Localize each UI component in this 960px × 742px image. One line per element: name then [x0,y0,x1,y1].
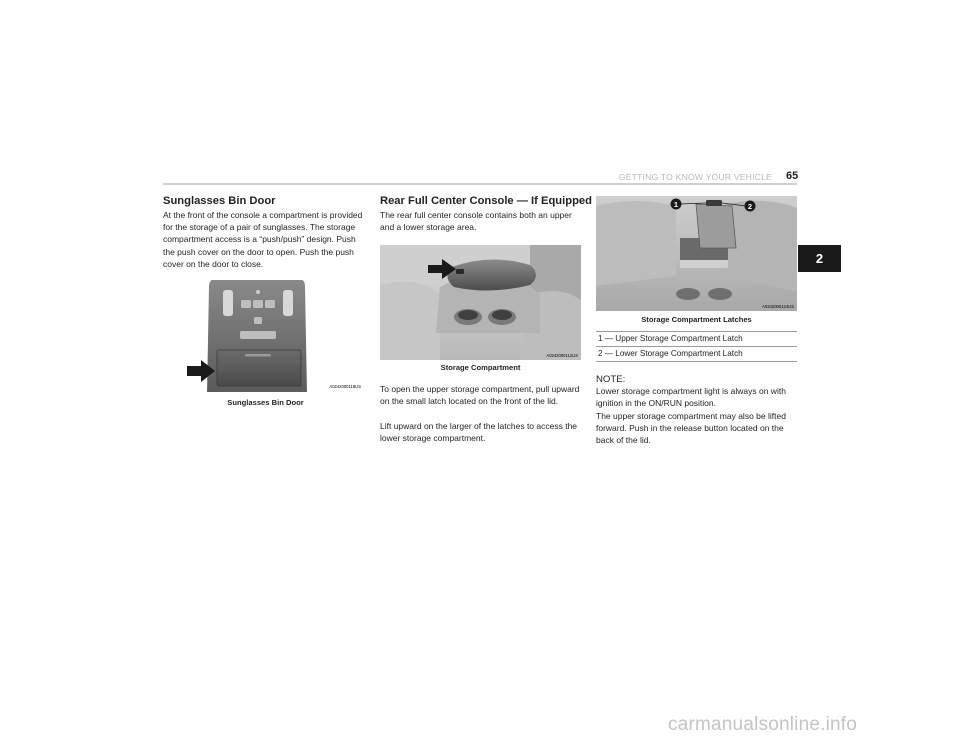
latches-legend-table [596,331,797,362]
running-header-title: GETTING TO KNOW YOUR VEHICLE [618,172,772,182]
note-paragraph-1: Lower storage compartment light is always on with ignition in the ON/RUN position. [596,386,786,409]
legend-row: 1 — Upper Storage Compartment Latch [596,331,797,346]
header-rule [163,183,797,185]
note-paragraph-2: The upper storage compartment may also be lifted forward. Push in the release button located on the back of the lid. [596,411,786,446]
upper-latch [706,200,722,206]
storage-compartment-caption: Storage Compartment [440,363,521,372]
storage-latches-figure [596,196,797,311]
rear-console-intro: The rear full center console contains both an upper and a lower storage area. [380,210,572,233]
callout-1-label: 1 [673,199,679,209]
callout-2-label: 2 [747,201,753,211]
figure-code: A0242000118US [329,384,361,389]
storage-compartment-figure [380,245,581,360]
chapter-tab: 2 [798,245,841,272]
figure-code: A0242000124US [762,304,794,309]
watermark: carmanualsonline.info [668,714,858,735]
page-number: 65 [786,170,799,182]
sunglasses-paragraph: At the front of the console a compartment is provided for the storage of a pair of sunglasses. The storage compartment access is a “push/push” design. Push the push cover on the door to open. Push the push cover on the door to close. [163,210,363,269]
note-label: NOTE: [596,374,626,385]
rear-console-illustration [380,245,581,360]
sunglasses-caption: Sunglasses Bin Door [227,398,304,407]
latches-caption: Storage Compartment Latches [641,315,752,324]
latches-illustration [596,196,797,311]
figure-code: A0242000112US [546,353,578,358]
sunglasses-bin-figure [185,280,363,392]
legend-row: 2 — Lower Storage Compartment Latch [596,346,797,362]
lower-compartment-paragraph: Lift upward on the larger of the latches to access the lower storage compartment. [380,421,578,444]
overhead-console-illustration [185,280,363,392]
sunglasses-heading: Sunglasses Bin Door [163,195,276,207]
open-upper-paragraph: To open the upper storage compartment, pull upward on the small latch located on the front of the lid. [380,384,580,407]
raised-lid [696,204,736,248]
rear-console-heading: Rear Full Center Console — If Equipped [380,195,592,207]
